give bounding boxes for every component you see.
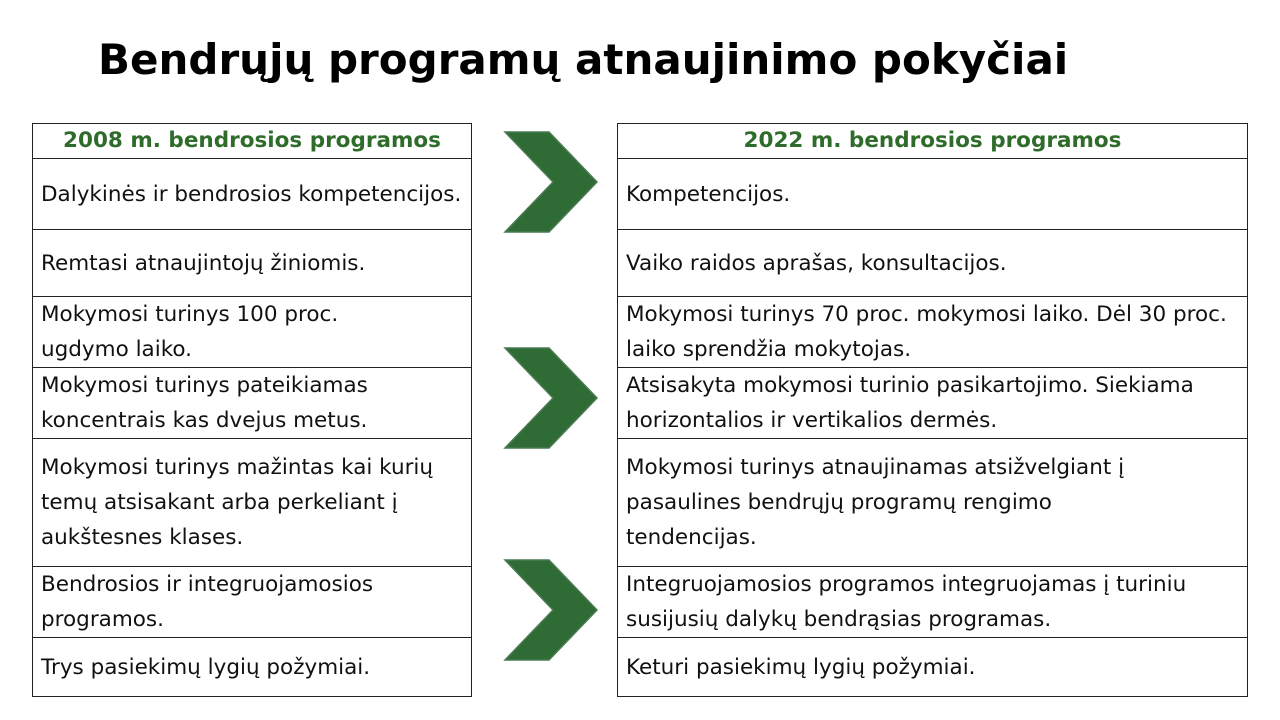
table-cell: Mokymosi turinys atnaujinamas atsižvelgiant į pasaulines bendrųjų programų rengimo tendencijas. — [618, 439, 1248, 567]
table-row — [618, 368, 1248, 439]
table-row — [33, 439, 472, 567]
chevron-right-icon — [503, 346, 599, 450]
table-2022-programs — [617, 123, 1248, 697]
table-cell: Kompetencijos. — [618, 159, 1248, 230]
chevron-right-icon — [503, 130, 599, 234]
chevron-right-icon — [503, 558, 599, 662]
page-title: Bendrųjų programų atnaujinimo pokyčiai — [98, 35, 1069, 84]
table-row — [33, 297, 472, 368]
table-row — [618, 159, 1248, 230]
table-row — [618, 439, 1248, 567]
table-cell: Atsisakyta mokymosi turinio pasikartojimo. Siekiama horizontalios ir vertikalios dermės. — [618, 368, 1248, 439]
table-cell: Mokymosi turinys 70 proc. mokymosi laiko. Dėl 30 proc. laiko sprendžia mokytojas. — [618, 297, 1248, 368]
table-row — [33, 368, 472, 439]
table-header-row — [618, 124, 1248, 159]
table-row — [33, 638, 472, 697]
table-cell: Mokymosi turinys mažintas kai kurių temų atsisakant arba perkeliant į aukštesnes klases. — [33, 439, 472, 567]
table-row — [33, 567, 472, 638]
table-2008-programs — [32, 123, 472, 697]
table-row — [33, 230, 472, 297]
table-cell: Vaiko raidos aprašas, konsultacijos. — [618, 230, 1248, 297]
table-row — [618, 230, 1248, 297]
table-cell: Dalykinės ir bendrosios kompetencijos. — [33, 159, 472, 230]
table-cell: Keturi pasiekimų lygių požymiai. — [618, 638, 1248, 697]
table-cell: Trys pasiekimų lygių požymiai. — [33, 638, 472, 697]
table-cell: Mokymosi turinys pateikiamas koncentrais kas dvejus metus. — [33, 368, 472, 439]
table-row — [618, 297, 1248, 368]
table-header-row — [33, 124, 472, 159]
table-header-2022: 2022 m. bendrosios programos — [618, 124, 1248, 159]
table-cell: Integruojamosios programos integruojamas į turiniu susijusių dalykų bendrąsias programas. — [618, 567, 1248, 638]
table-row — [33, 159, 472, 230]
table-row — [618, 638, 1248, 697]
table-cell: Bendrosios ir integruojamosios programos. — [33, 567, 472, 638]
table-row — [618, 567, 1248, 638]
table-header-2008: 2008 m. bendrosios programos — [33, 124, 472, 159]
table-cell: Remtasi atnaujintojų žiniomis. — [33, 230, 472, 297]
table-cell: Mokymosi turinys 100 proc. ugdymo laiko. — [33, 297, 472, 368]
